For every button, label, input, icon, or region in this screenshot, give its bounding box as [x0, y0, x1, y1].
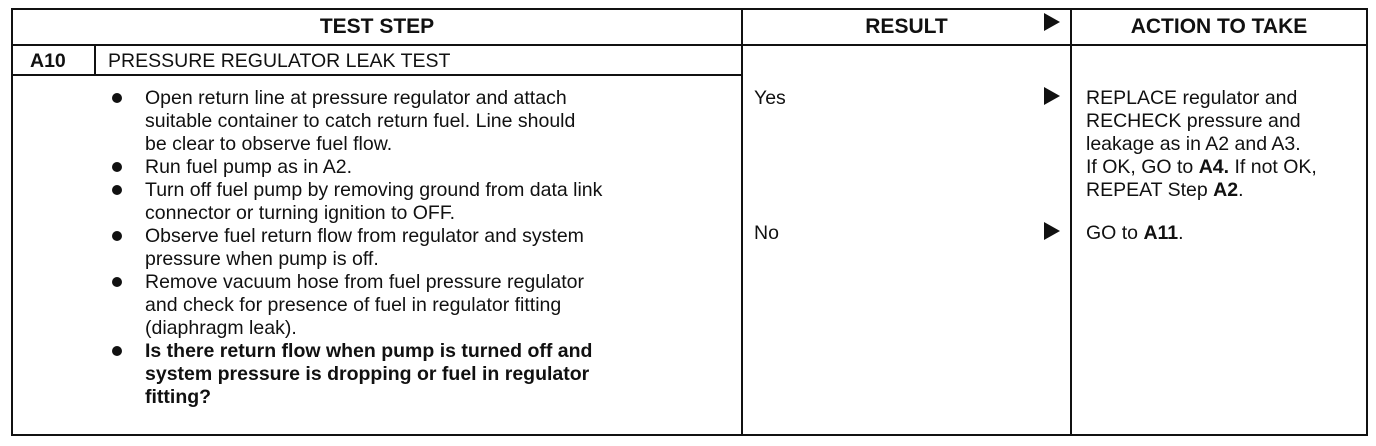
action-text: If OK, GO to	[1086, 156, 1199, 178]
action-step-ref: A2	[1213, 179, 1239, 201]
action-no-line-1	[1086, 222, 1184, 245]
instruction-1-line-2: suitable container to catch return fuel. Line should	[145, 110, 576, 132]
step-title-divider	[13, 74, 743, 76]
instruction-2-line-1: Run fuel pump as in A2.	[145, 156, 353, 178]
result-yes: Yes	[754, 87, 786, 109]
action-text: .	[1238, 179, 1244, 201]
instruction-1-line-3: be clear to observe fuel flow.	[145, 133, 393, 155]
step-id-divider	[94, 44, 96, 75]
action-yes-line-2: RECHECK pressure and	[1086, 110, 1301, 132]
question-line-2: system pressure is dropping or fuel in regulator	[145, 363, 590, 385]
column-divider-result-action	[1070, 10, 1072, 434]
header-result: RESULT	[865, 15, 948, 38]
instruction-4-line-1: Observe fuel return flow from regulator and system	[145, 225, 584, 247]
question-line-1: Is there return flow when pump is turned off and	[145, 340, 593, 362]
question-line-3: fitting?	[145, 386, 212, 408]
bullet-icon	[112, 162, 122, 172]
action-step-ref: A4.	[1198, 156, 1230, 178]
header-action-to-take: ACTION TO TAKE	[1130, 15, 1308, 38]
action-text: .	[1178, 222, 1184, 244]
instruction-1-line-1: Open return line at pressure regulator and attach	[145, 87, 567, 109]
action-step-ref: A11	[1143, 222, 1179, 244]
instruction-5-line-1: Remove vacuum hose from fuel pressure regulator	[145, 271, 584, 293]
instruction-4-line-2: pressure when pump is off.	[145, 248, 379, 270]
result-no: No	[754, 222, 779, 244]
instruction-5-line-3: (diaphragm leak).	[145, 317, 297, 339]
test-step-table	[11, 8, 1368, 436]
action-yes-line-3: leakage as in A2 and A3.	[1086, 133, 1301, 155]
bullet-icon	[112, 185, 122, 195]
header-test-step: TEST STEP	[319, 15, 435, 38]
instruction-5-line-2: and check for presence of fuel in regulator fitting	[145, 294, 562, 316]
bullet-icon	[112, 93, 122, 103]
instruction-3-line-1: Turn off fuel pump by removing ground from data link	[145, 179, 603, 201]
header-divider	[13, 44, 1366, 46]
header-arrow-icon	[1044, 13, 1060, 31]
result-no-arrow-icon	[1044, 222, 1060, 240]
action-yes-line-5	[1086, 179, 1244, 202]
action-text: REPEAT Step	[1086, 179, 1214, 201]
bullet-icon	[112, 231, 122, 241]
result-yes-arrow-icon	[1044, 87, 1060, 105]
step-title: PRESSURE REGULATOR LEAK TEST	[108, 50, 451, 72]
action-yes-line-1: REPLACE regulator and	[1086, 87, 1298, 109]
instruction-3-line-2: connector or turning ignition to OFF.	[145, 202, 455, 224]
bullet-icon	[112, 277, 122, 287]
bullet-icon	[112, 346, 122, 356]
action-text: If not OK,	[1229, 156, 1317, 178]
step-id: A10	[30, 50, 66, 72]
action-text: GO to	[1086, 222, 1144, 244]
action-yes-line-4	[1086, 156, 1317, 179]
